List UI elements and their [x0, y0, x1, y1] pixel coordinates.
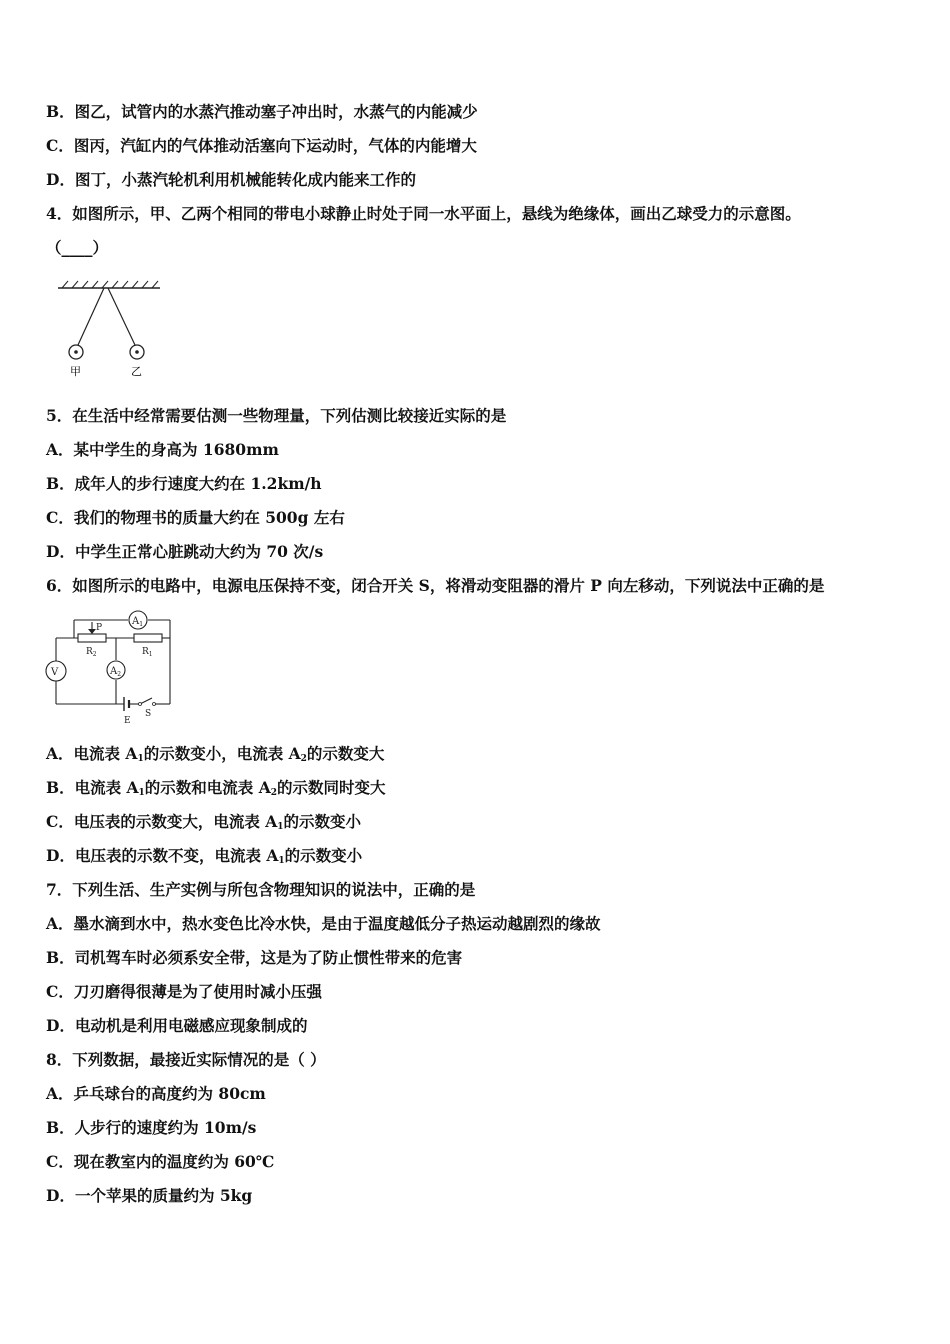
q8-option-d: D．一个苹果的质量约为 5kg: [46, 1186, 253, 1205]
voltmeter-label: V: [51, 667, 59, 678]
q5-option-c: C．我们的物理书的质量大约在 500g 左右: [46, 508, 345, 527]
q6-option-d: D．电压表的示数不变，电流表 $A_1$的示数变小: [46, 846, 363, 866]
q8-option-b: B．人步行的速度约为 10m/s: [46, 1118, 257, 1137]
battery-label: E: [124, 716, 131, 726]
q6-option-a: A．电流表 $A_1$的示数变小，电流表 $A_2$的示数变大: [46, 744, 385, 764]
q6-stem: 6．如图所示的电路中，电源电压保持不变，闭合开关 S，将滑动变阻器的滑片 P 向左移动，下列说法中正确的是: [46, 576, 825, 595]
q5-option-b: B．成年人的步行速度大约在 1.2km/h: [46, 474, 322, 493]
q5-option-a: A．某中学生的身高为 1680mm: [46, 440, 279, 459]
q8-stem: 8．下列数据，最接近实际情况的是（ ）: [46, 1050, 326, 1069]
q5-option-d: D．中学生正常心脏跳动大约为 70 次/s: [46, 542, 324, 561]
switch-label: S: [145, 709, 152, 719]
r2-label: $R_2$: [86, 647, 97, 658]
charged-balls-figure: [48, 272, 178, 380]
q7-option-c: C．刀刃磨得很薄是为了使用时减小压强: [46, 982, 322, 1001]
ammeter-a1-label: $A_1$: [132, 616, 144, 628]
q7-option-b: B．司机驾车时必须系安全带，这是为了防止惯性带来的危害: [46, 948, 463, 967]
q4-stem: 4．如图所示，甲、乙两个相同的带电小球静止时处于同一水平面上，悬线为绝缘体，画出乙球受力的示意图。: [46, 204, 801, 223]
q4-blank: （____）: [46, 238, 109, 257]
q3-option-b: B．图乙，试管内的水蒸汽推动塞子冲出时，水蒸气的内能减少: [46, 102, 478, 121]
q7-stem: 7．下列生活、生产实例与所包含物理知识的说法中，正确的是: [46, 880, 476, 899]
q6-option-c: C．电压表的示数变大，电流表 $A_1$的示数变小: [46, 812, 362, 832]
slider-p-label: P: [96, 623, 103, 633]
q8-option-c: C．现在教室内的温度约为 60℃: [46, 1152, 275, 1171]
label-jia: 甲: [70, 365, 81, 378]
ammeter-a2-label: $A_2$: [110, 666, 122, 678]
q7-option-d: D．电动机是利用电磁感应现象制成的: [46, 1016, 308, 1035]
q7-option-a: A．墨水滴到水中，热水变色比冷水快，是由于温度越低分子热运动越剧烈的缘故: [46, 914, 601, 933]
label-yi: 乙: [131, 365, 142, 378]
q6-option-b: B．电流表 $A_1$的示数和电流表 $A_2$的示数同时变大: [46, 778, 386, 798]
q3-option-d: D．图丁，小蒸汽轮机利用机械能转化成内能来工作的: [46, 170, 416, 189]
q5-stem: 5．在生活中经常需要估测一些物理量，下列估测比较接近实际的是: [46, 406, 507, 425]
q8-option-a: A．乒乓球台的高度约为 80cm: [46, 1084, 266, 1103]
circuit-figure: [44, 606, 184, 728]
q3-option-c: C．图丙，汽缸内的气体推动活塞向下运动时，气体的内能增大: [46, 136, 477, 155]
r1-label: $R_1$: [142, 647, 153, 658]
